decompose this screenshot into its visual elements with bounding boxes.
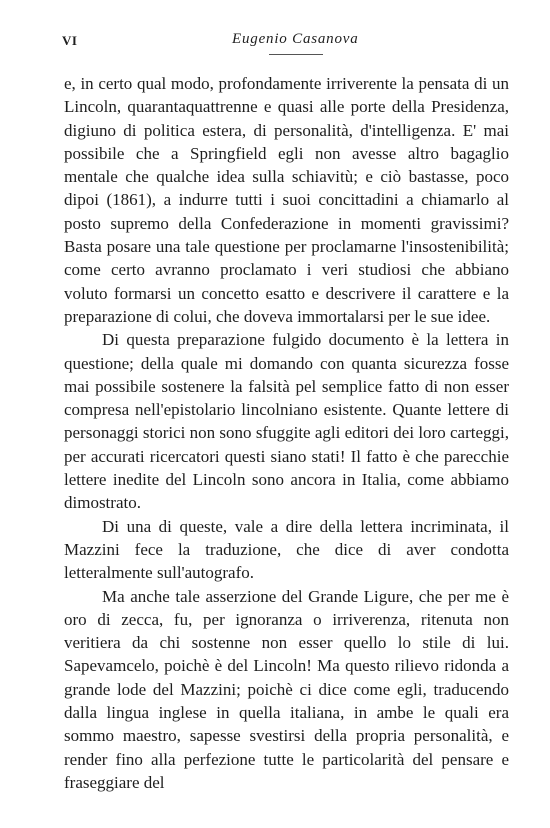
- paragraph-continuation: e, in certo qual modo, profondamente irriverente la pensata di un Lincoln, quarantaquattrenne e quasi alle porte della Presidenza, digiuno di politica estera, di personalità, d'intelligenza. E' mai possibile che a Springfield egli non avesse altro bagaglio mentale che qualche idea sulla schiavitù; e ciò bastasse, poco dipoi (1861), a indurre tutti i suoi concittadini a chiamarlo al posto supremo della Confederazione in momenti gravissimi? Basta posare una tale questione per proclamarne l'insostenibilità; come certo avranno proclamato i veri studiosi che abbiano voluto formarsi un concetto esatto e descrivere il carattere e la preparazione di colui, che doveva immortalarsi per le sue idee.: [64, 74, 509, 326]
- paragraph: Di una di queste, vale a dire della lettera incriminata, il Mazzini fece la traduzione, che dice di aver condotta letteralmente sull'autografo.: [64, 516, 509, 583]
- page-header: [62, 30, 508, 54]
- header-rule: [269, 54, 323, 55]
- paragraph: Di questa preparazione fulgido documento è la lettera in questione; della quale mi domando con quanta sicurezza fosse mai possibile sostenere la falsità pel semplice fatto di non esser compresa nell'epistolario lincolniano esistente. Quante lettere di personaggi storici non sono sfuggite agli editori dei loro carteggi, per accurati ricercatori questi siano stati! Il fatto è che parecchie lettere inedite del Lincoln sono ancora in Italia, come abbiamo dimostrato.: [64, 330, 509, 513]
- paragraph: Ma anche tale asserzione del Grande Ligure, che per me è oro di zecca, fu, per ignoranza o irriverenza, ritenuta non veritiera da chi sostenne non esser quello lo stile di lui. Sapevamcelo, poichè è del Lincoln! Ma questo rilievo ridonda a grande lode del Mazzini; poichè ci dice come egli, traducendo dalla lingua inglese in quella italiana, in ambe le quali era sommo maestro, sapesse svestirsi della propria personalità, e render fino alla perfezione tutte le particolarità del pensare e fraseggiare del: [64, 586, 509, 792]
- body-text: [64, 72, 509, 794]
- running-head: Eugenio Casanova: [232, 31, 359, 47]
- page-number: VI: [62, 33, 78, 48]
